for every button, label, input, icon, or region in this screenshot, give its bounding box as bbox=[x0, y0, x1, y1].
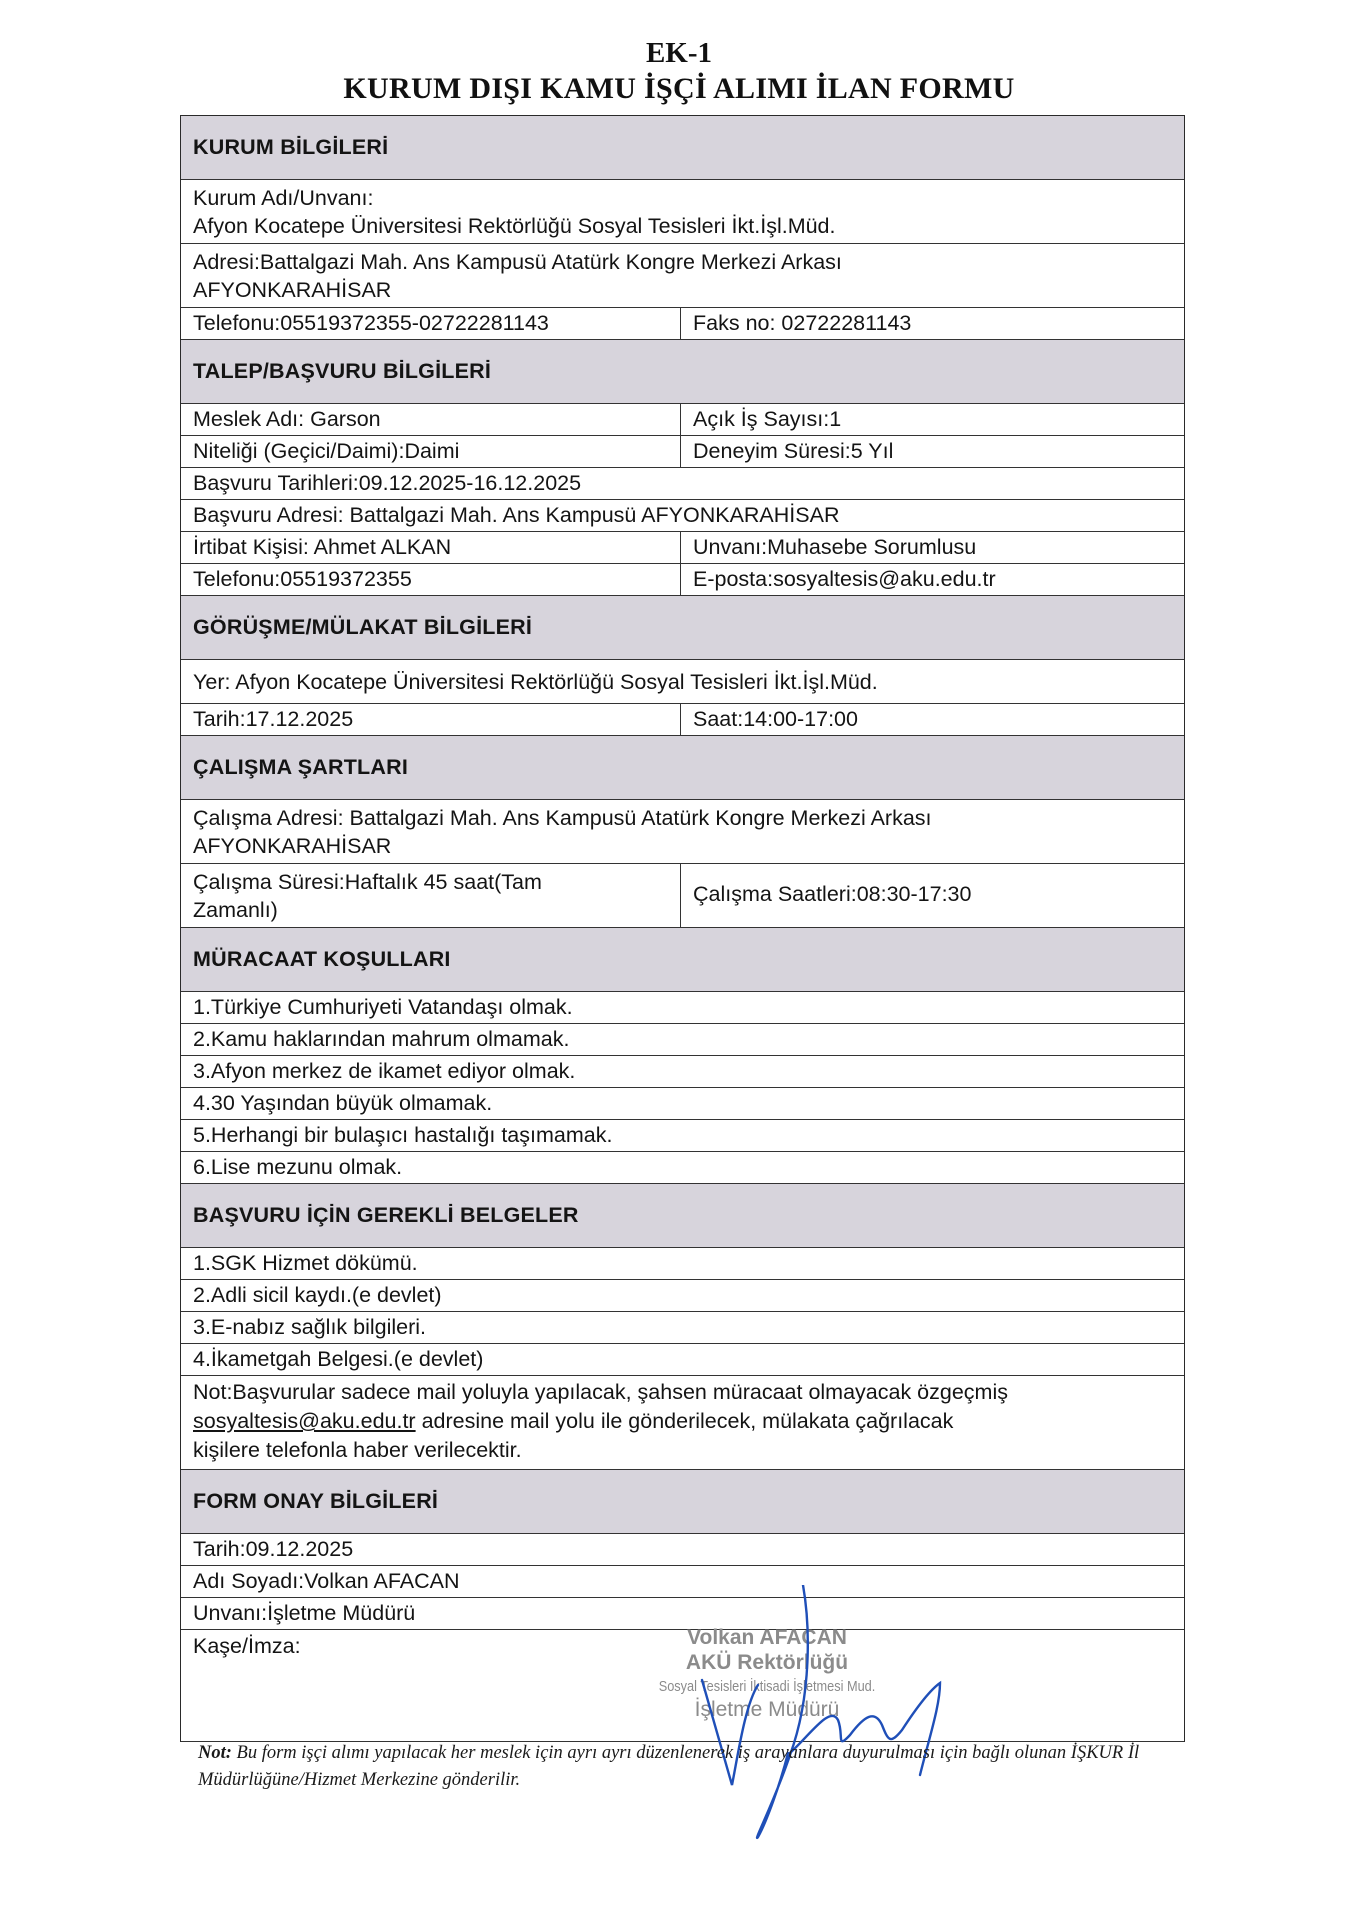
interview-place-row bbox=[181, 660, 1184, 704]
work-address-line2: AFYONKARAHİSAR bbox=[193, 834, 392, 858]
email-link[interactable]: sosyaltesis@aku.edu.tr bbox=[193, 1409, 416, 1433]
contact-phone: Telefonu:05519372355 bbox=[181, 564, 681, 595]
document-item: 2.Adli sicil kaydı.(e devlet) bbox=[181, 1280, 1184, 1312]
section-requirements-header: MÜRACAAT KOŞULLARI bbox=[181, 928, 1184, 992]
occupation-row bbox=[181, 404, 1184, 436]
application-dates-row bbox=[181, 468, 1184, 500]
stamp-department: Sosyal Tesisleri İktisadi İşletmesi Mud. bbox=[658, 1678, 876, 1695]
employment-nature: Niteliği (Geçici/Daimi):Daimi bbox=[181, 436, 681, 467]
document-header bbox=[0, 36, 1358, 108]
footnote bbox=[198, 1740, 1218, 1794]
institution-phone: Telefonu:05519372355-02722281143 bbox=[181, 308, 681, 339]
approval-date: Tarih:09.12.2025 bbox=[193, 1537, 354, 1561]
requirement-item: 4.30 Yaşından büyük olmamak. bbox=[181, 1088, 1184, 1120]
institution-address-line1: Adresi:Battalgazi Mah. Ans Kampusü Atatürk Kongre Merkezi Arkası bbox=[193, 250, 842, 274]
form-title: KURUM DIŞI KAMU İŞÇİ ALIMI İLAN FORMU bbox=[343, 72, 1015, 105]
interview-date: Tarih:17.12.2025 bbox=[181, 704, 681, 735]
application-address-row bbox=[181, 500, 1184, 532]
nature-row bbox=[181, 436, 1184, 468]
application-address: Başvuru Adresi: Battalgazi Mah. Ans Kampusü AFYONKARAHİSAR bbox=[193, 503, 840, 527]
application-dates: Başvuru Tarihleri:09.12.2025-16.12.2025 bbox=[193, 471, 582, 495]
requirement-item: 1.Türkiye Cumhuriyeti Vatandaşı olmak. bbox=[181, 992, 1184, 1024]
institution-name-row bbox=[181, 180, 1184, 244]
work-address-row bbox=[181, 800, 1184, 864]
interview-place: Yer: Afyon Kocatepe Üniversitesi Rektörlüğü Sosyal Tesisleri İkt.İşl.Müd. bbox=[193, 669, 878, 694]
contact-email: E-posta:sosyaltesis@aku.edu.tr bbox=[693, 567, 996, 591]
interview-time: Saat:14:00-17:00 bbox=[693, 707, 858, 731]
note-line3: kişilere telefonla haber verilecektir. bbox=[193, 1438, 522, 1462]
institution-contact-row bbox=[181, 308, 1184, 340]
document-item: 1.SGK Hizmet dökümü. bbox=[181, 1248, 1184, 1280]
stamp-name: Volkan AFACAN bbox=[687, 1626, 847, 1649]
section-documents-header: BAŞVURU İÇİN GEREKLİ BELGELER bbox=[181, 1184, 1184, 1248]
stamp-signature-label: Kaşe/İmza: bbox=[193, 1634, 301, 1658]
experience-duration: Deneyim Süresi:5 Yıl bbox=[693, 439, 894, 463]
approval-date-row bbox=[181, 1534, 1184, 1566]
institution-name-label: Kurum Adı/Unvanı: bbox=[193, 186, 374, 210]
requirement-item: 6.Lise mezunu olmak. bbox=[181, 1152, 1184, 1184]
institution-name-value: Afyon Kocatepe Üniversitesi Rektörlüğü Sosyal Tesisleri İkt.İşl.Müd. bbox=[193, 214, 836, 238]
contact-person-row bbox=[181, 532, 1184, 564]
work-duration-row bbox=[181, 864, 1184, 928]
stamp-institution: AKÜ Rektörlüğü bbox=[685, 1651, 849, 1674]
institution-address-line2: AFYONKARAHİSAR bbox=[193, 278, 392, 302]
approval-name-row bbox=[181, 1566, 1184, 1598]
section-working-conditions-header: ÇALIŞMA ŞARTLARI bbox=[181, 736, 1184, 800]
section-institution-header: KURUM BİLGİLERİ bbox=[181, 116, 1184, 180]
approver-title: Unvanı:İşletme Müdürü bbox=[193, 1601, 416, 1625]
section-approval-header: FORM ONAY BİLGİLERİ bbox=[181, 1470, 1184, 1534]
footnote-text: Bu form işçi alımı yapılacak her meslek için ayrı ayrı düzenlenerek iş arayanlara duyurulması için bağlı olunan İŞKUR İl Müdürlüğüne/Hizmet Merkezine gönderilir. bbox=[198, 1743, 1140, 1790]
document-item: 3.E-nabız sağlık bilgileri. bbox=[181, 1312, 1184, 1344]
institution-address-row bbox=[181, 244, 1184, 308]
institution-fax: Faks no: 02722281143 bbox=[693, 311, 912, 335]
requirement-item: 2.Kamu haklarından mahrum olmamak. bbox=[181, 1024, 1184, 1056]
official-stamp bbox=[612, 1626, 922, 1722]
section-interview-header: GÖRÜŞME/MÜLAKAT BİLGİLERİ bbox=[181, 596, 1184, 660]
work-address-line1: Çalışma Adresi: Battalgazi Mah. Ans Kampusü Atatürk Kongre Merkezi Arkası bbox=[193, 806, 932, 830]
interview-datetime-row bbox=[181, 704, 1184, 736]
occupation-name: Meslek Adı: Garson bbox=[181, 404, 681, 435]
job-posting-form bbox=[180, 115, 1185, 1742]
note-line1: Not:Başvurular sadece mail yoluyla yapılacak, şahsen müracaat olmayacak özgeçmiş bbox=[193, 1380, 1008, 1404]
requirement-item: 3.Afyon merkez de ikamet ediyor olmak. bbox=[181, 1056, 1184, 1088]
work-hours: Çalışma Saatleri:08:30-17:30 bbox=[693, 882, 972, 906]
contact-phone-row bbox=[181, 564, 1184, 596]
contact-person: İrtibat Kişisi: Ahmet ALKAN bbox=[181, 532, 681, 563]
approver-name: Adı Soyadı:Volkan AFACAN bbox=[193, 1569, 460, 1593]
document-item: 4.İkametgah Belgesi.(e devlet) bbox=[181, 1344, 1184, 1376]
contact-title: Unvanı:Muhasebe Sorumlusu bbox=[693, 535, 977, 559]
work-duration-line2: Zamanlı) bbox=[193, 898, 278, 922]
stamp-title: İşletme Müdürü bbox=[694, 1698, 840, 1721]
section-application-header: TALEP/BAŞVURU BİLGİLERİ bbox=[181, 340, 1184, 404]
open-positions: Açık İş Sayısı:1 bbox=[693, 407, 842, 431]
work-duration-line1: Çalışma Süresi:Haftalık 45 saat(Tam bbox=[193, 870, 542, 894]
documents-note-row bbox=[181, 1376, 1184, 1470]
note-line2: adresine mail yolu ile gönderilecek, mülakata çağrılacak bbox=[415, 1409, 954, 1433]
annex-label: EK-1 bbox=[645, 37, 713, 69]
footnote-label: Not: bbox=[198, 1743, 232, 1763]
requirement-item: 5.Herhangi bir bulaşıcı hastalığı taşımamak. bbox=[181, 1120, 1184, 1152]
